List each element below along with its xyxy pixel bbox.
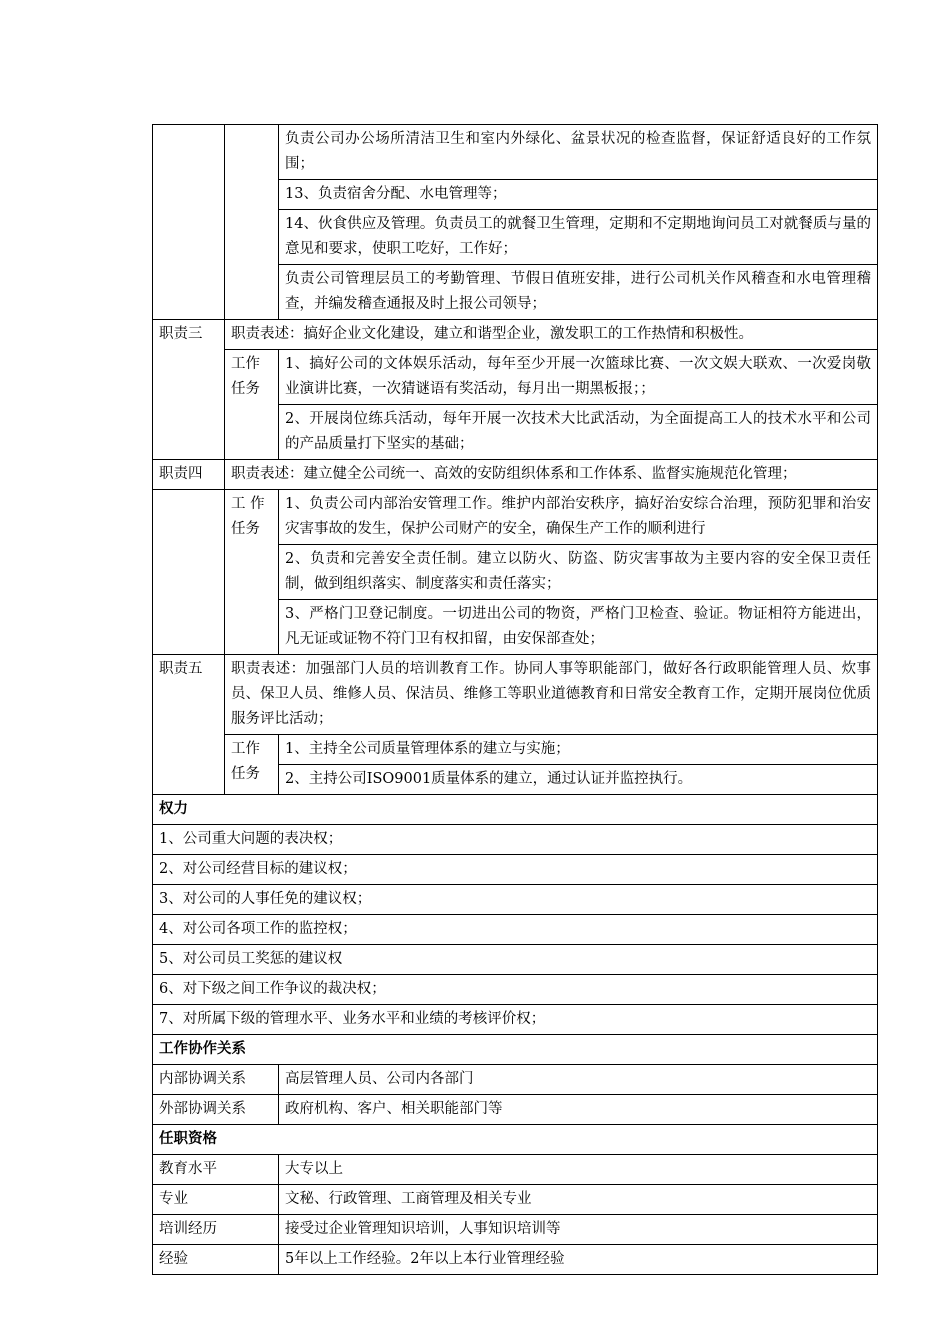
- job-description-table: [152, 124, 878, 1275]
- table-row: [153, 855, 878, 885]
- task-item: 1、主持全公司质量管理体系的建立与实施；: [279, 735, 878, 765]
- empty-label-cell: [153, 125, 225, 320]
- duty-label: 职责四: [153, 460, 225, 490]
- duty-description: 职责表述：建立健全公司统一、高效的安防组织体系和工作体系、监督实施规范化管理；: [225, 460, 878, 490]
- power-item: 2、对公司经营目标的建议权；: [153, 855, 878, 885]
- table-row: [153, 1005, 878, 1035]
- table-row: [153, 915, 878, 945]
- table-row: [153, 490, 878, 545]
- table-row: [153, 975, 878, 1005]
- relation-value: 高层管理人员、公司内各部门: [279, 1065, 878, 1095]
- table-row: [153, 320, 878, 350]
- qualification-value: 大专以上: [279, 1155, 878, 1185]
- relation-label: 外部协调关系: [153, 1095, 279, 1125]
- duty-description: 职责表述：加强部门人员的培训教育工作。协同人事等职能部门，做好各行政职能管理人员、炊事员、保卫人员、维修人员、保洁员、维修工等职业道德教育和日常安全教育工作，定期开展岗位优质服务评比活动；: [225, 655, 878, 735]
- qualification-label: 专业: [153, 1185, 279, 1215]
- task-label: 工作任务: [225, 350, 279, 460]
- empty-task-label-cell: [225, 125, 279, 320]
- relation-label: 内部协调关系: [153, 1065, 279, 1095]
- table-row: [153, 1155, 878, 1185]
- task-item: 2、负责和完善安全责任制。建立以防火、防盗、防灾害事故为主要内容的安全保卫责任制，做到组织落实、制度落实和责任落实；: [279, 545, 878, 600]
- duty-label: 职责三: [153, 320, 225, 460]
- task-item: 1、负责公司内部治安管理工作。维护内部治安秩序，搞好治安综合治理，预防犯罪和治安灾害事故的发生，保护公司财产的安全，确保生产工作的顺利进行: [279, 490, 878, 545]
- table-row: [153, 1065, 878, 1095]
- task-item: 1、搞好公司的文体娱乐活动，每年至少开展一次篮球比赛、一次文娱大联欢、一次爱岗敬业演讲比赛，一次猜谜语有奖活动，每月出一期黑板报；；: [279, 350, 878, 405]
- qualification-value: 接受过企业管理知识培训，人事知识培训等: [279, 1215, 878, 1245]
- duty-label: 职责五: [153, 655, 225, 795]
- task-item: 13、负责宿舍分配、水电管理等；: [279, 180, 878, 210]
- table-row: [153, 825, 878, 855]
- duty-description: 职责表述：搞好企业文化建设，建立和谐型企业，激发职工的工作热情和积极性。: [225, 320, 878, 350]
- qualification-value: 5年以上工作经验。2年以上本行业管理经验: [279, 1245, 878, 1275]
- table-row: [153, 1245, 878, 1275]
- table-row: [153, 735, 878, 765]
- qualification-value: 文秘、行政管理、工商管理及相关专业: [279, 1185, 878, 1215]
- table-row: [153, 1035, 878, 1065]
- task-item: 2、开展岗位练兵活动，每年开展一次技术大比武活动，为全面提高工人的技术水平和公司的产品质量打下坚实的基础；: [279, 405, 878, 460]
- task-item: 14、伙食供应及管理。负责员工的就餐卫生管理，定期和不定期地询问员工对就餐质与量的意见和要求，使职工吃好，工作好；: [279, 210, 878, 265]
- task-label: 工作任务: [225, 735, 279, 795]
- relation-value: 政府机构、客户、相关职能部门等: [279, 1095, 878, 1125]
- qualification-label: 经验: [153, 1245, 279, 1275]
- section-title-relations: 工作协作关系: [153, 1035, 878, 1065]
- table-row: [153, 795, 878, 825]
- table-row: [153, 945, 878, 975]
- table-row: [153, 1125, 878, 1155]
- task-item: 3、严格门卫登记制度。一切进出公司的物资，严格门卫检查、验证。物证相符方能进出，凡无证或证物不符门卫有权扣留，由安保部查处；: [279, 600, 878, 655]
- qualification-label: 培训经历: [153, 1215, 279, 1245]
- table-row: [153, 1095, 878, 1125]
- power-item: 7、对所属下级的管理水平、业务水平和业绩的考核评价权；: [153, 1005, 878, 1035]
- power-item: 4、对公司各项工作的监控权；: [153, 915, 878, 945]
- task-item: 2、主持公司ISO9001质量体系的建立，通过认证并监控执行。: [279, 765, 878, 795]
- table-row: [153, 1215, 878, 1245]
- task-label: 工 作任务: [225, 490, 279, 655]
- task-item: 负责公司管理层员工的考勤管理、节假日值班安排，进行公司机关作风稽查和水电管理稽查，并编发稽查通报及时上报公司领导；: [279, 265, 878, 320]
- task-item: 负责公司办公场所清洁卫生和室内外绿化、盆景状况的检查监督，保证舒适良好的工作氛围；: [279, 125, 878, 180]
- table-row: [153, 1185, 878, 1215]
- table-row: [153, 125, 878, 180]
- power-item: 1、公司重大问题的表决权；: [153, 825, 878, 855]
- power-item: 3、对公司的人事任免的建议权；: [153, 885, 878, 915]
- qualification-label: 教育水平: [153, 1155, 279, 1185]
- power-item: 6、对下级之间工作争议的裁决权；: [153, 975, 878, 1005]
- table-row: [153, 460, 878, 490]
- section-title-qualification: 任职资格: [153, 1125, 878, 1155]
- table-row: [153, 350, 878, 405]
- section-title-power: 权力: [153, 795, 878, 825]
- power-item: 5、对公司员工奖惩的建议权: [153, 945, 878, 975]
- empty-label-cell: [153, 490, 225, 655]
- table-row: [153, 885, 878, 915]
- table-row: [153, 655, 878, 735]
